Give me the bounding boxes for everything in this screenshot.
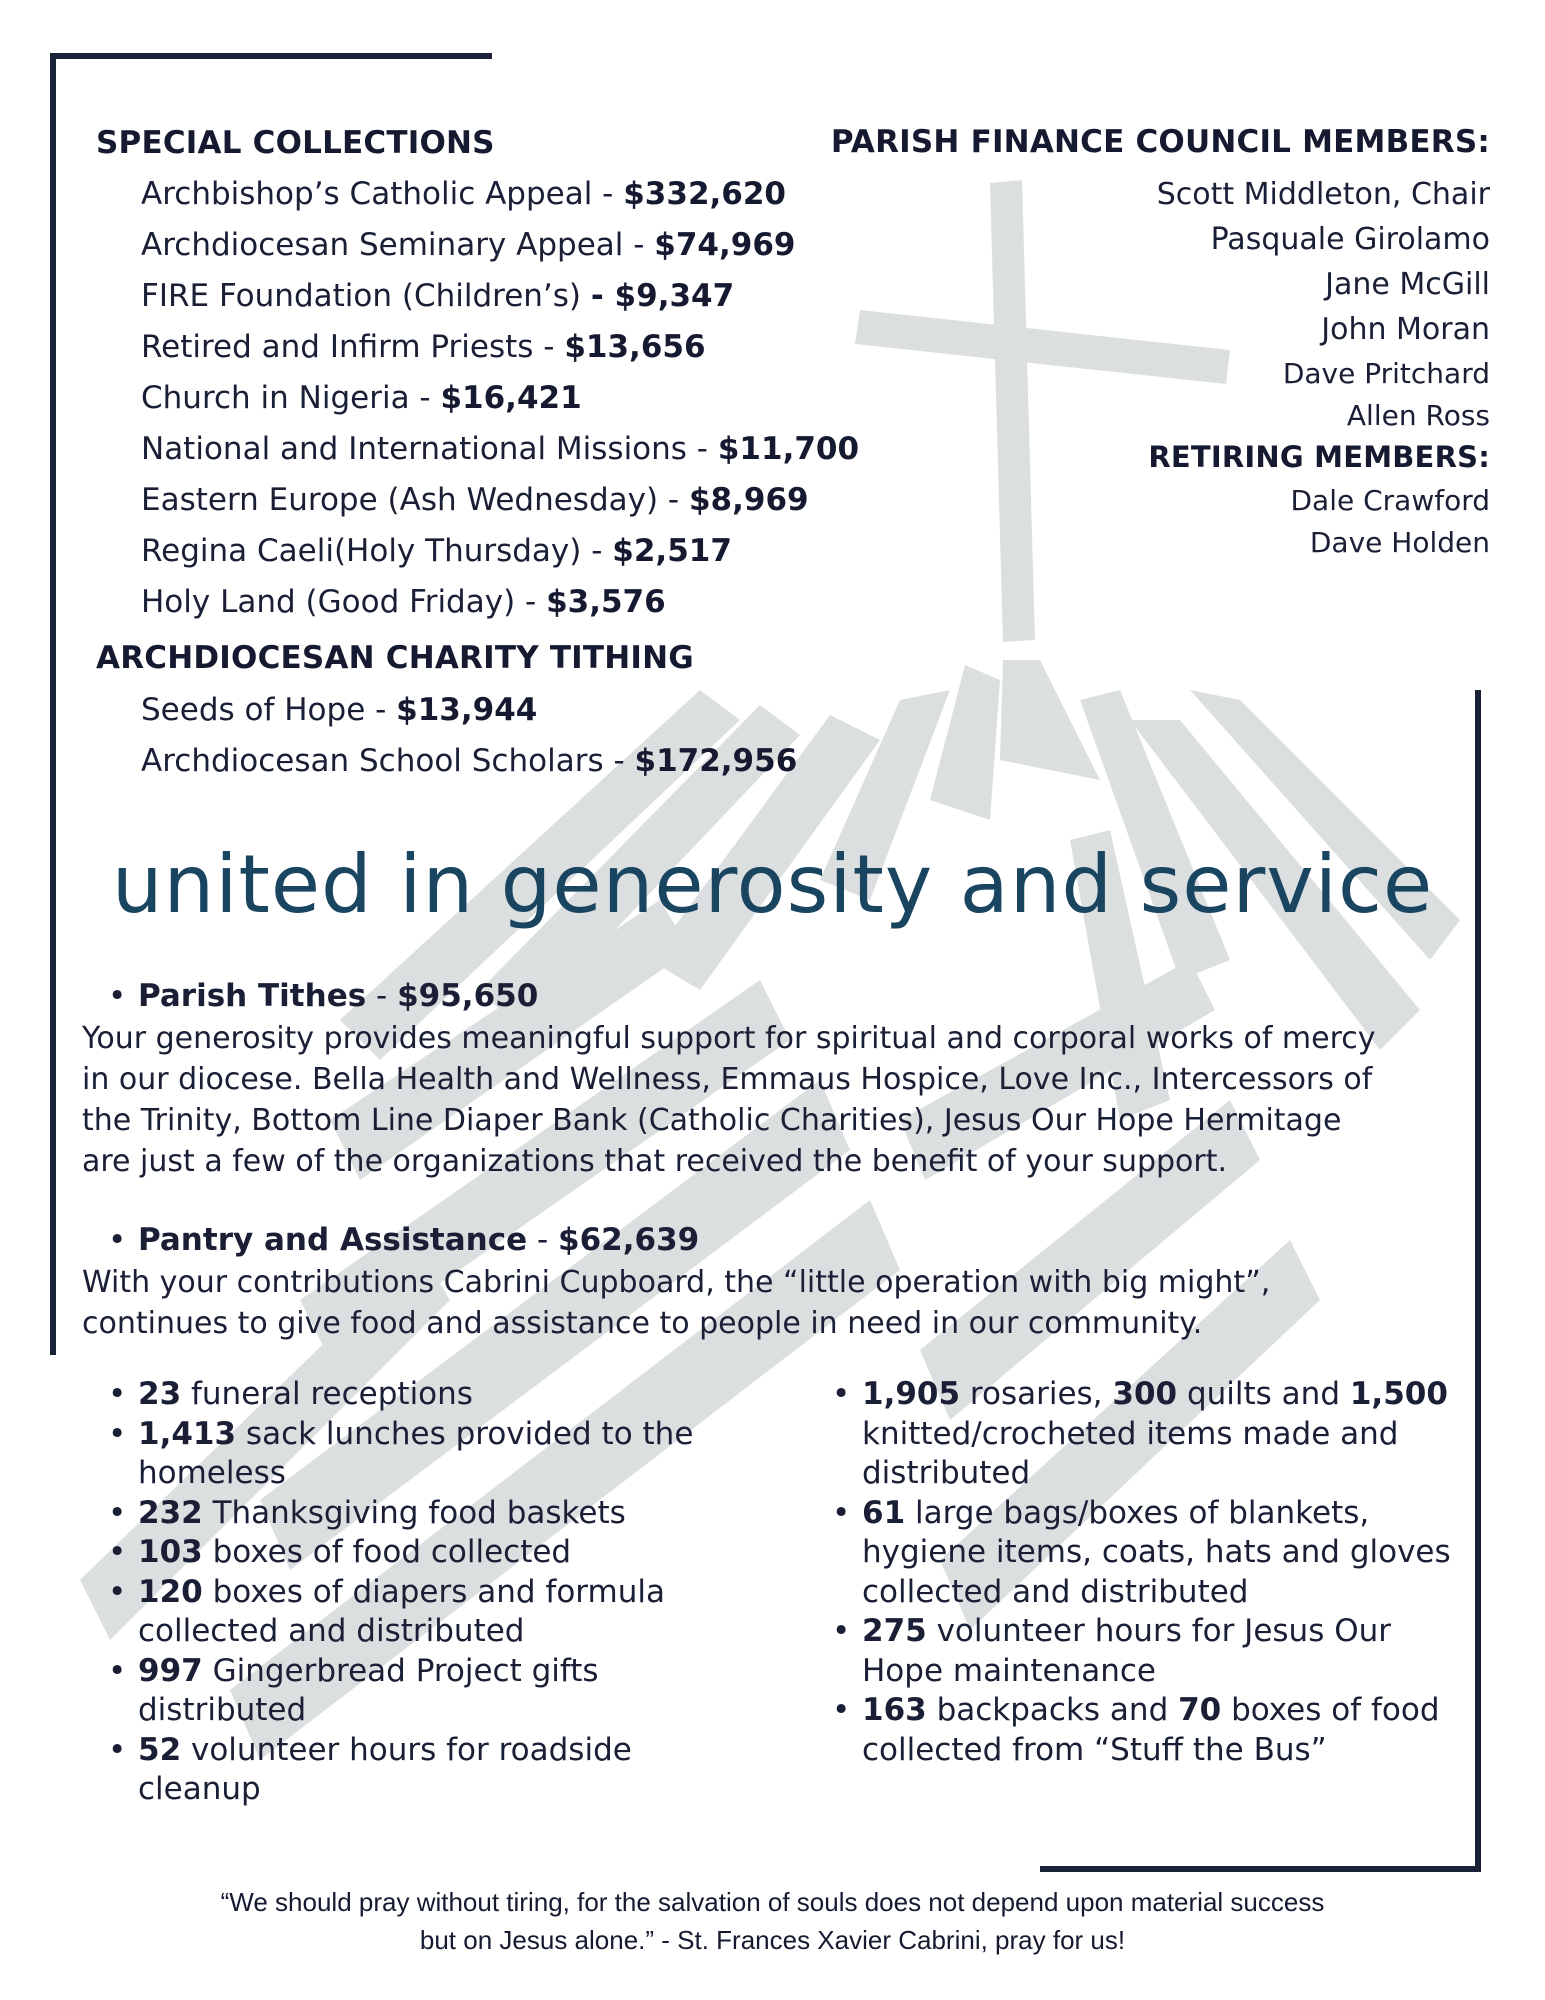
collection-item: Church in Nigeria - $16,421: [141, 380, 582, 416]
charity-item: Archdiocesan School Scholars - $172,956: [141, 743, 798, 779]
council-member: Allen Ross: [1346, 399, 1490, 432]
collection-item: Regina Caeli(Holy Thursday) - $2,517: [141, 533, 732, 569]
charity-tithing-heading: ARCHDIOCESAN CHARITY TITHING: [96, 640, 694, 676]
tithes-paragraph: Your generosity provides meaningful support for spiritual and corporal works of mercy in our diocese. Bella Health and Wellness, Emmaus Hospice, Love Inc., Intercessors of the Trinity, Bottom Line Diaper Bank (Catholic Charities), Jesus Our Hope Hermitage are just a few of the organizations that received the benefit of your support.: [82, 1021, 1376, 1179]
pantry-paragraph: With your contributions Cabrini Cupboard, the “little operation with big might”, continues to give food and assistance to people in need in our community.: [82, 1265, 1271, 1341]
bullet-icon: •: [108, 1222, 127, 1258]
list-item: • 1,905 rosaries, 300 quilts and 1,500 knitted/crocheted items made and distributed: [832, 1376, 1448, 1491]
list-item: • 163 backpacks and 70 boxes of food collected from “Stuff the Bus”: [832, 1692, 1440, 1768]
council-member: John Moran: [1321, 312, 1490, 347]
list-item: • 1,413 sack lunches provided to the homeless: [108, 1415, 694, 1491]
frame-top-left-horizontal: [50, 53, 492, 59]
collection-item: FIRE Foundation (Children’s) - $9,347: [141, 278, 735, 314]
page-title: united in generosity and service: [111, 838, 1434, 931]
charity-item: Seeds of Hope - $13,944: [141, 692, 538, 728]
list-item: • 232 Thanksgiving food baskets: [108, 1494, 626, 1531]
frame-left-vertical: [50, 53, 56, 1355]
council-member: Jane McGill: [1325, 267, 1490, 302]
list-item: • 120 boxes of diapers and formula collected and distributed: [108, 1573, 665, 1649]
collection-item: Archdiocesan Seminary Appeal - $74,969: [141, 227, 796, 263]
collection-item: Archbishop’s Catholic Appeal - $332,620: [141, 176, 786, 212]
retiring-member: Dave Holden: [1309, 526, 1490, 559]
retiring-member: Dale Crawford: [1290, 484, 1490, 517]
list-item: • 23 funeral receptions: [108, 1376, 473, 1412]
cabrini-quote: “We should pray without tiring, for the salvation of souls does not depend upon material success but on Jesus alone.” - St. Frances Xavier Cabrini, pray for us!: [220, 1887, 1325, 1955]
council-member: Scott Middleton, Chair: [1156, 177, 1490, 212]
bullet-icon: •: [108, 978, 127, 1014]
list-item: • 52 volunteer hours for roadside cleanup: [108, 1731, 632, 1807]
council-member: Dave Pritchard: [1282, 357, 1490, 390]
frame-bottom-right-horizontal: [1040, 1866, 1481, 1872]
collection-item: National and International Missions - $11,700: [141, 431, 860, 467]
collection-item: Retired and Infirm Priests - $13,656: [141, 329, 706, 365]
collection-item: Holy Land (Good Friday) - $3,576: [141, 584, 666, 620]
retiring-members-heading: RETIRING MEMBERS:: [1148, 440, 1490, 474]
finance-council-heading: PARISH FINANCE COUNCIL MEMBERS:: [830, 124, 1490, 160]
stats-list-left: [108, 1375, 738, 1810]
tithes-heading: • Parish Tithes - $95,650: [108, 978, 539, 1014]
special-collections-heading: SPECIAL COLLECTIONS: [96, 125, 495, 161]
list-item: • 275 volunteer hours for Jesus Our Hope maintenance: [832, 1613, 1391, 1689]
list-item: • 997 Gingerbread Project gifts distributed: [108, 1652, 599, 1728]
list-item: • 103 boxes of food collected: [108, 1534, 572, 1570]
collection-item: Eastern Europe (Ash Wednesday) - $8,969: [141, 482, 809, 518]
pantry-heading: • Pantry and Assistance - $62,639: [108, 1222, 700, 1258]
stats-list-right: [832, 1375, 1502, 1770]
list-item: • 61 large bags/boxes of blankets, hygiene items, coats, hats and gloves collected and distributed: [832, 1494, 1451, 1610]
council-member: Pasquale Girolamo: [1210, 222, 1490, 257]
